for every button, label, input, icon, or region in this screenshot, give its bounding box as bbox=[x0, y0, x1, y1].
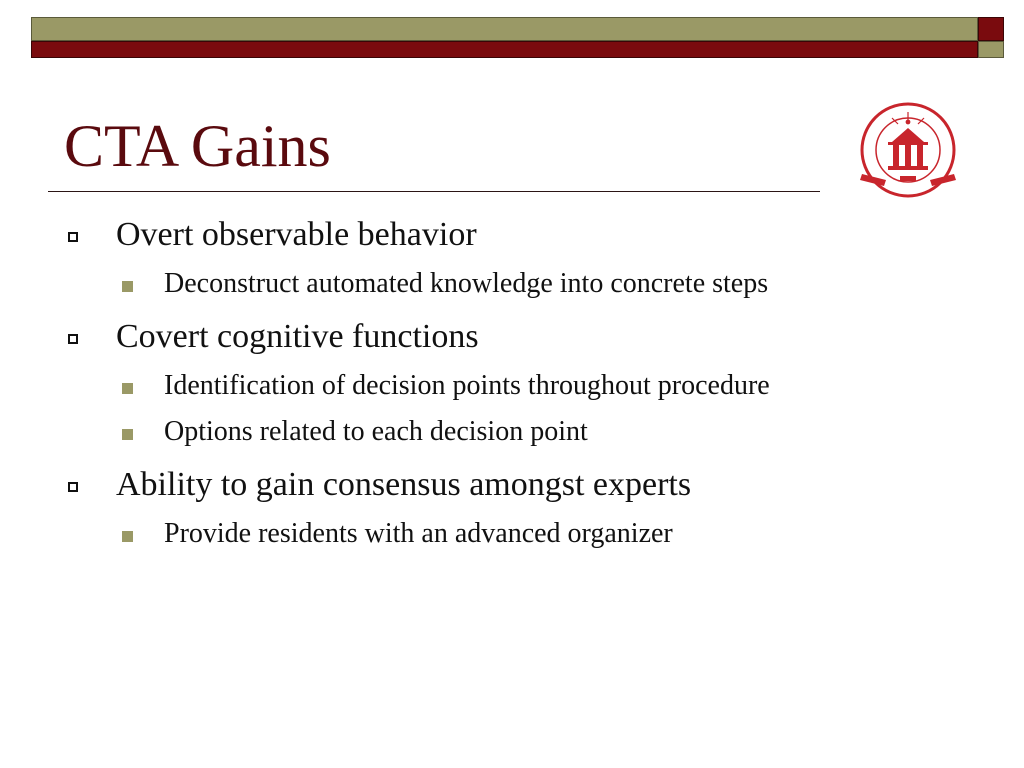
corner-block-maroon bbox=[978, 17, 1004, 41]
sub-bullet-item bbox=[116, 366, 944, 406]
sub-bullet-text: Deconstruct automated knowledge into concrete steps bbox=[164, 268, 769, 299]
bullet-item bbox=[64, 212, 944, 304]
sub-bullet-text: Identification of decision points throughout procedure bbox=[164, 370, 770, 401]
header-bars bbox=[0, 0, 1024, 60]
bullet-text: Covert cognitive functions bbox=[116, 318, 479, 355]
filled-square-bullet-icon bbox=[122, 429, 133, 440]
hollow-square-bullet-icon bbox=[68, 482, 78, 492]
bullet-list bbox=[64, 212, 944, 554]
hollow-square-bullet-icon bbox=[68, 232, 78, 242]
bullet-text: Overt observable behavior bbox=[116, 216, 477, 253]
sub-bullet-list bbox=[116, 264, 944, 304]
sub-bullet-item bbox=[116, 264, 944, 304]
sub-bullet-item bbox=[116, 412, 944, 452]
title-underline bbox=[48, 191, 820, 192]
filled-square-bullet-icon bbox=[122, 383, 133, 394]
sub-bullet-list bbox=[116, 366, 944, 452]
corner-block-olive bbox=[978, 41, 1004, 58]
maroon-header-band bbox=[31, 41, 978, 58]
university-seal-logo bbox=[848, 100, 968, 200]
hollow-square-bullet-icon bbox=[68, 334, 78, 344]
bullet-item bbox=[64, 314, 944, 452]
filled-square-bullet-icon bbox=[122, 281, 133, 292]
bullet-text: Ability to gain consensus amongst experts bbox=[116, 466, 692, 503]
bullet-item bbox=[64, 462, 944, 554]
sub-bullet-list bbox=[116, 514, 944, 554]
sub-bullet-text: Provide residents with an advanced organizer bbox=[164, 518, 673, 549]
filled-square-bullet-icon bbox=[122, 531, 133, 542]
olive-header-band bbox=[31, 17, 978, 41]
sub-bullet-text: Options related to each decision point bbox=[164, 416, 588, 447]
sub-bullet-item bbox=[116, 514, 944, 554]
slide-title: CTA Gains bbox=[64, 113, 331, 179]
